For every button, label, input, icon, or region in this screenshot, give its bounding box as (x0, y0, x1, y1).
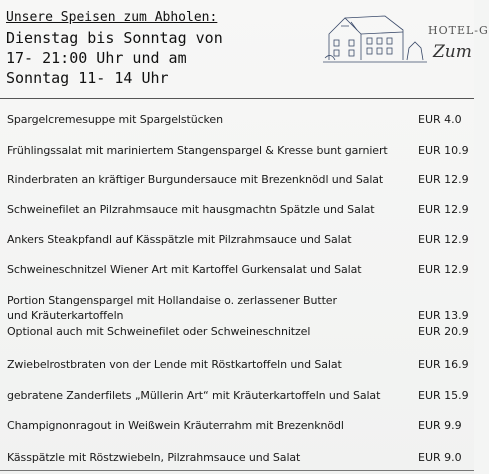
menu-item-price: EUR 12.9 (418, 263, 469, 276)
menu-item-price: EUR 12.9 (418, 233, 469, 246)
menu-item-price: EUR 20.9 (418, 325, 469, 338)
menu-item-name: Frühlingssalat mit mariniertem Stangenspargel & Kresse bunt garniert (7, 144, 388, 157)
menu-item-price: EUR 13.9 (418, 309, 469, 322)
hotel-name: HOTEL-G (428, 24, 489, 37)
pickup-evening-hours: 17- 21:00 Uhr und am (6, 49, 187, 67)
menu-item-price: EUR 12.9 (418, 173, 469, 186)
menu-item-option: Optional auch mit Schweinefilet oder Schweineschnitzel (7, 325, 311, 338)
hotel-building-logo (323, 8, 433, 68)
menu-item-price: EUR 16.9 (418, 358, 469, 371)
menu-item-price: EUR 12.9 (418, 203, 469, 216)
menu-item-price: EUR 15.9 (418, 389, 469, 402)
pickup-title: Unsere Speisen zum Abholen: (6, 10, 218, 25)
pickup-sunday-hours: Sonntag 11- 14 Uhr (6, 69, 169, 87)
menu-item-name: gebratene Zanderfilets „Müllerin Art“ mit Kräuterkartoffeln und Salat (7, 389, 381, 402)
menu-item-name: Rinderbraten an kräftiger Burgundersauce mit Brezenknödl und Salat (7, 173, 384, 186)
menu-item-name: Ankers Steakpfandl auf Kässpätzle mit Pilzrahmsauce und Salat (7, 233, 352, 246)
bottom-divider (0, 470, 474, 471)
menu-item-name: Zwiebelrostbraten von der Lende mit Röstkartoffeln und Salat (7, 358, 342, 371)
menu-item-name: Schweinefilet an Pilzrahmsauce mit hausgmachtn Spätzle und Salat (7, 203, 375, 216)
menu-item-price: EUR 4.0 (418, 113, 462, 126)
menu-item-price: EUR 10.9 (418, 144, 469, 157)
menu-item-name: Portion Stangenspargel mit Hollandaise o. zerlassener Butter (7, 294, 337, 307)
hotel-script-name: Zum (433, 42, 472, 62)
menu-item-name-continued: und Kräuterkartoffeln (7, 309, 124, 322)
menu-item-price: EUR 9.9 (418, 419, 462, 432)
pickup-hours-heading (6, 8, 223, 88)
pickup-days: Dienstag bis Sonntag von (6, 29, 223, 47)
menu-item-price: EUR 9.0 (418, 451, 462, 464)
menu-item-name: Spargelcremesuppe mit Spargelstücken (7, 113, 223, 126)
menu-item-name: Champignonragout in Weißwein Kräuterrahm mit Brezenknödl (7, 419, 344, 432)
menu-item-name: Kässpätzle mit Röstzwiebeln, Pilzrahmsauce und Salat (7, 451, 301, 464)
menu-item-name: Schweineschnitzel Wiener Art mit Kartoffel Gurkensalat und Salat (7, 263, 362, 276)
header-divider (0, 98, 474, 99)
